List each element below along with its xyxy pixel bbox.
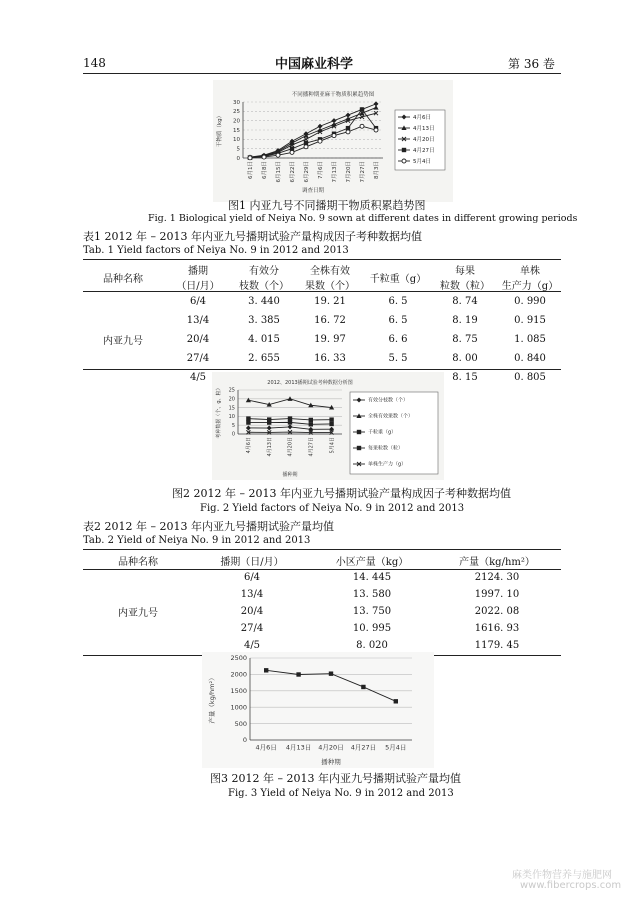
table-1-top-rule [83,259,561,260]
figure-1-caption-en: Fig. 1 Biological yield of Neiya No. 9 sown at different dates in different growing periods [148,213,578,224]
series-line [250,113,376,157]
table-1-header: （日/月） [176,281,220,292]
table-2-header: 产量（kg/hm²） [459,556,535,568]
table-cell: 3. 385 [248,315,280,326]
table-cell: 1. 085 [514,334,546,345]
page-number: 148 [83,56,106,70]
table-cell: 4/5 [243,640,261,651]
table-cell: 2022. 08 [474,606,520,617]
table-cell: 0. 805 [514,372,546,383]
table-cell: 16. 72 [314,315,346,326]
table-cell: 0. 840 [514,353,546,364]
table-cell: 2. 655 [248,353,280,364]
figure-3-caption-en: Fig. 3 Yield of Neiya No. 9 in 2012 and 2013 [228,788,454,799]
table-1-header: 千粒重（g） [369,273,427,285]
data-point [290,150,294,154]
y-tick-label: 2500 [230,654,247,663]
data-point [360,107,364,111]
data-point [329,422,333,426]
table-cell: 8. 74 [452,296,478,307]
table-cell: 27/4 [186,353,210,364]
table-2-caption-en: Tab. 2 Yield of Neiya No. 9 in 2012 and 2013 [83,535,311,546]
figure-1-chart [213,80,453,202]
data-point [288,416,292,420]
table-cell: 10. 995 [352,623,392,634]
x-tick-label: 4月6日 [255,743,277,752]
y-tick-label: 2000 [230,670,247,679]
data-point [267,417,271,421]
data-point [374,128,378,132]
table-1-header-rule [83,291,561,292]
table-cell: 6. 6 [388,334,408,345]
table-cell: 2124. 30 [474,572,520,583]
y-tick-label: 20 [228,396,235,403]
y-tick-label: 10 [228,414,235,421]
table-cell: 0. 915 [514,315,546,326]
table-cell: 19. 97 [314,334,346,345]
table-1-header: 有效分 [249,266,279,277]
table-2-header: 小区产量（kg） [335,556,409,568]
data-point [332,134,336,138]
data-point [246,398,251,403]
x-tick-label: 6月29日 [303,161,310,183]
data-point [394,699,398,703]
table-1-header: 单株 [520,266,540,277]
legend-label: 每果粒数（粒） [368,445,404,452]
figure-2 [212,372,444,480]
table-2-header: 播期（日/月） [220,556,284,568]
legend-label: 4月20日 [413,136,435,143]
table-2-header: 品种名称 [118,556,158,568]
table-cell: 19. 21 [314,296,346,307]
table-cell: 6/4 [189,296,207,307]
y-tick-label: 5 [231,422,235,429]
y-tick-label: 25 [233,109,240,116]
table-2 [83,551,561,654]
table-cell: 13. 580 [352,589,392,600]
table-1-variety: 内亚九号 [103,336,143,347]
y-tick-label: 5 [236,146,240,153]
y-tick-label: 1000 [230,703,247,712]
table-1-header: 枝数（个） [239,281,289,292]
table-cell: 13/4 [240,589,264,600]
x-tick-label: 4月6日 [246,437,253,454]
table-cell: 3. 440 [248,296,280,307]
data-point [304,145,308,149]
figure-3 [202,652,434,768]
x-tick-label: 6月15日 [275,161,282,183]
legend-marker [357,446,361,450]
data-point [360,124,364,128]
table-cell: 6/4 [243,572,261,583]
figure-1 [213,80,453,202]
watermark-line-2: www.fibercrops.com [520,880,622,891]
y-tick-label: 0 [231,431,235,438]
x-tick-label: 7月13日 [331,161,338,183]
series-line [250,126,376,158]
x-tick-label: 4月13日 [285,743,312,752]
y-tick-label: 10 [233,137,240,144]
table-cell: 14. 445 [352,572,392,583]
figure-1-caption-zh: 图1 内亚九号不同播期干物质积累趋势图 [228,199,426,212]
legend-marker [402,159,406,163]
x-axis-label: 播种期 [321,758,341,766]
table-1-caption-zh: 表1 2012 年 – 2013 年内亚九号播期试验产量构成因子考种数据均值 [83,230,422,243]
x-axis-label: 播种期 [282,472,298,478]
data-point [267,426,272,431]
legend-label: 全株有效果数（个） [368,413,414,420]
legend-marker [402,148,406,152]
data-point [276,153,280,157]
table-cell: 1997. 10 [474,589,520,600]
x-tick-label: 4月13日 [266,437,273,457]
data-point [309,422,313,426]
figure-2-caption-zh: 图2 2012 年 – 2013 年内亚九号播期试验产量构成因子考种数据均值 [172,487,511,500]
series-line [250,109,376,157]
table-1-header: 果数（个） [305,281,355,292]
y-tick-label: 500 [234,719,247,728]
table-cell: 1616. 93 [474,623,520,634]
figure-2-caption-en: Fig. 2 Yield factors of Neiya No. 9 in 2012 and 2013 [200,503,465,514]
data-point [248,156,252,160]
data-point [288,420,292,424]
watermark-line-1: 麻类作物营养与施肥网 [512,870,612,881]
table-2-variety: 内亚九号 [118,608,158,619]
data-point [329,417,333,421]
data-point [329,671,333,675]
data-point [373,105,378,110]
table-cell: 4. 015 [248,334,280,345]
table-1-caption-en: Tab. 1 Yield factors of Neiya No. 9 in 2012 and 2013 [83,245,349,256]
table-cell: 6. 5 [388,296,408,307]
x-tick-label: 7月20日 [345,161,352,183]
data-point [346,130,350,134]
table-1-header: 品种名称 [103,273,143,285]
legend-label: 单株生产力（g） [368,461,407,468]
volume-label: 第 36 卷 [508,57,555,71]
table-1-header: 每果 [455,266,475,277]
table-2-top-rule [83,549,561,550]
legend-label: 4月13日 [413,125,435,132]
figure-3-chart [202,652,434,768]
x-tick-label: 7月27日 [359,161,366,183]
table-cell: 8. 15 [452,372,478,383]
legend-label: 4月27日 [413,147,435,154]
x-tick-label: 4月20日 [318,743,344,752]
y-tick-label: 1500 [230,686,247,695]
chart-title: 不同播种期亚麻干物质积累趋势图 [291,92,375,98]
x-tick-label: 6月1日 [247,161,254,179]
journal-name: 中国麻业科学 [275,57,354,72]
y-tick-label: 15 [233,127,240,134]
x-tick-label: 4月27日 [308,437,315,457]
table-1-header: 播期 [188,266,208,277]
y-tick-label: 0 [236,155,240,162]
x-tick-label: 4月20日 [287,437,294,457]
table-2-header-rule [83,569,561,570]
table-cell: 6. 5 [388,315,408,326]
y-tick-label: 30 [233,99,240,106]
y-axis-label: 产量（kg/hm²） [208,674,216,724]
y-axis-label: 考种数据（个、g、粒） [216,385,222,439]
x-tick-label: 5月4日 [385,743,407,752]
figure-3-caption-zh: 图3 2012 年 – 2013 年内亚九号播期试验产量均值 [210,772,461,785]
data-point [309,418,313,422]
table-cell: 4/5 [189,372,207,383]
legend-marker [357,430,361,434]
table-cell: 8. 75 [452,334,478,345]
table-cell: 1179. 45 [474,640,520,651]
table-cell: 13. 750 [352,606,392,617]
x-tick-label: 8月3日 [373,161,380,179]
chart-title: 2012、2013播期试验考种数据分析图 [267,380,353,386]
y-tick-label: 25 [228,387,235,394]
table-cell: 27/4 [240,623,264,634]
table-1-header: 粒数（粒） [440,281,490,292]
legend-label: 4月6日 [413,114,431,121]
legend-label: 有效分枝数（个） [368,397,409,404]
table-cell: 8. 00 [452,353,478,364]
x-tick-label: 5月4日 [329,437,336,454]
table-cell: 8. 19 [452,315,478,326]
legend-label: 千粒重（g） [368,429,397,436]
table-cell: 0. 990 [514,296,546,307]
table-2-caption-zh: 表2 2012 年 – 2013 年内亚九号播期试验产量均值 [83,520,334,533]
x-tick-label: 7月6日 [317,161,324,179]
table-cell: 20/4 [240,606,264,617]
table-1-header: 全株有效 [310,266,350,277]
table-cell: 8. 020 [356,640,388,651]
x-tick-label: 6月22日 [289,161,296,183]
data-point [318,139,322,143]
data-point [262,155,266,159]
figure-2-chart [212,372,444,480]
data-point [361,685,365,689]
table-cell: 20/4 [186,334,210,345]
data-point [264,668,268,672]
table-1-header: 生产力（g） [501,281,559,292]
series-line [250,104,376,157]
data-point [246,416,250,420]
x-tick-label: 6月8日 [261,161,268,179]
x-tick-label: 4月27日 [350,743,377,752]
y-tick-label: 15 [228,405,235,412]
y-tick-label: 0 [242,736,247,745]
table-cell: 5. 5 [388,353,408,364]
data-point [246,420,250,424]
table-1-bottom-rule [83,369,561,370]
header-rule [83,73,561,74]
table-cell: 16. 33 [314,353,346,364]
y-axis-label: 干物质（kg） [217,112,223,148]
table-cell: 13/4 [186,315,210,326]
data-point [246,425,251,430]
legend-label: 5月4日 [413,158,431,165]
data-point [296,672,300,676]
series-line [250,108,376,158]
x-axis-label: 调查日期 [301,188,325,194]
y-tick-label: 20 [233,118,240,125]
